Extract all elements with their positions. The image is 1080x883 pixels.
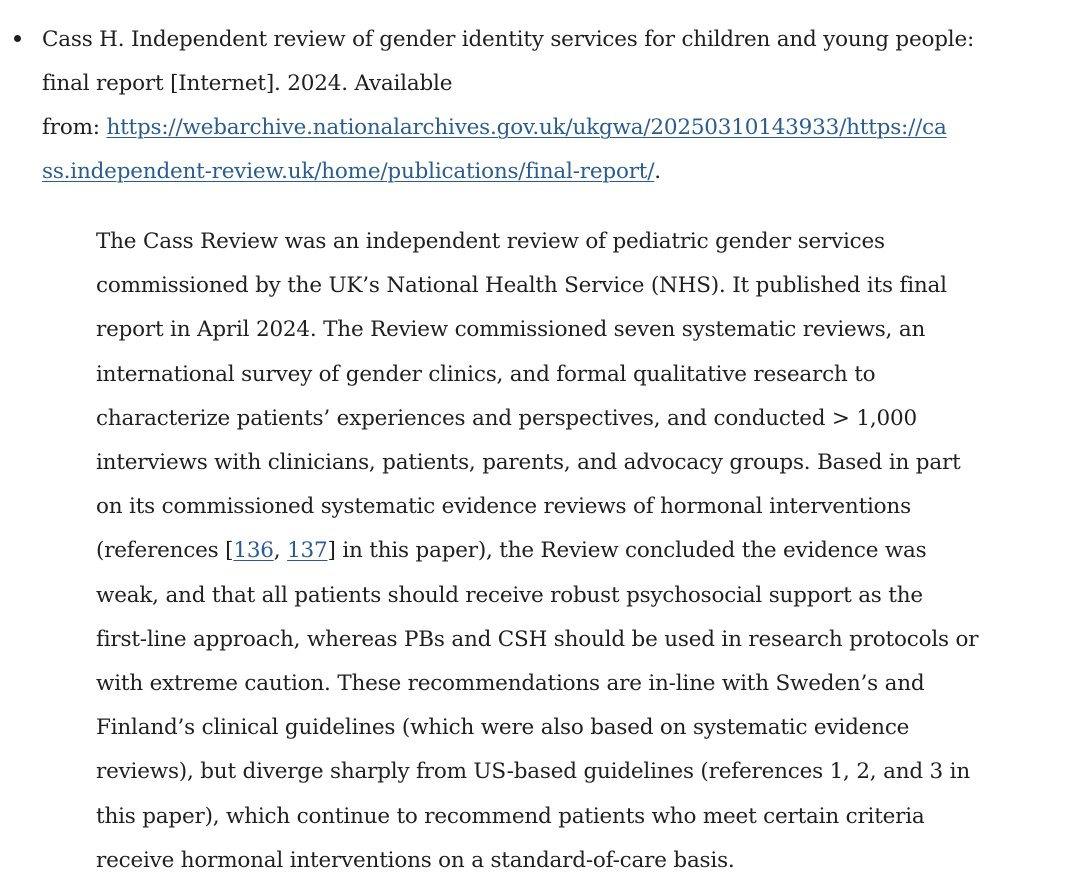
annotation-line: report in April 2024. The Review commissioned seven systematic reviews, an [96,317,926,343]
annotation-line: with extreme caution. These recommendations are in-line with Sweden’s and [96,671,925,697]
annotation-line: receive hormonal interventions on a standard-of-care basis. [96,847,735,873]
reference-url-link-continued[interactable]: ss.independent-review.uk/home/publications/final-report/ [42,159,655,184]
annotation-line: first-line approach, whereas PBs and CSH should be used in research protocols or [96,626,979,652]
citation-from-label: from: [42,115,107,140]
citation-line-1: Cass H. Independent review of gender identity services for children and young people: [42,27,975,52]
citation-line-3 [42,106,1052,150]
annotation-line: interviews with clinicians, patients, parents, and advocacy groups. Based in part [96,450,961,476]
reference-url-link[interactable]: https://webarchive.nationalarchives.gov.uk/ukgwa/20250310143933/https://ca [106,115,947,140]
reference-citation [42,18,1052,194]
annotation-line: on its commissioned systematic evidence reviews of hormonal interventions [96,494,911,520]
reference-137-link[interactable]: 137 [287,538,328,564]
annotation-line: international survey of gender clinics, and formal qualitative research to [96,361,876,387]
reference-136-link[interactable]: 136 [233,538,274,564]
annotation-text: ] in this paper), the Review concluded the evidence was [327,538,927,564]
reference-annotation [96,220,1036,883]
annotation-line: characterize patients’ experiences and perspectives, and conducted > 1,000 [96,405,917,431]
annotation-line: commissioned by the UK’s National Health Service (NHS). It published its final [96,273,947,299]
bullet-icon [14,35,21,42]
citation-line-2: final report [Internet]. 2024. Available [42,71,453,96]
annotation-line: Finland’s clinical guidelines (which were also based on systematic evidence [96,715,910,741]
citation-line-4 [42,150,1052,194]
annotation-line: reviews), but diverge sharply from US-based guidelines (references 1, 2, and 3 in [96,759,970,785]
annotation-line: The Cass Review was an independent review of pediatric gender services [96,229,885,254]
annotation-line [96,529,1036,573]
annotation-line: weak, and that all patients should receive robust psychosocial support as the [96,582,923,608]
annotation-text: (references [ [96,538,234,564]
annotation-line: this paper), which continue to recommend patients who meet certain criteria [96,803,925,829]
citation-period: . [654,159,661,184]
annotation-separator: , [273,538,288,564]
